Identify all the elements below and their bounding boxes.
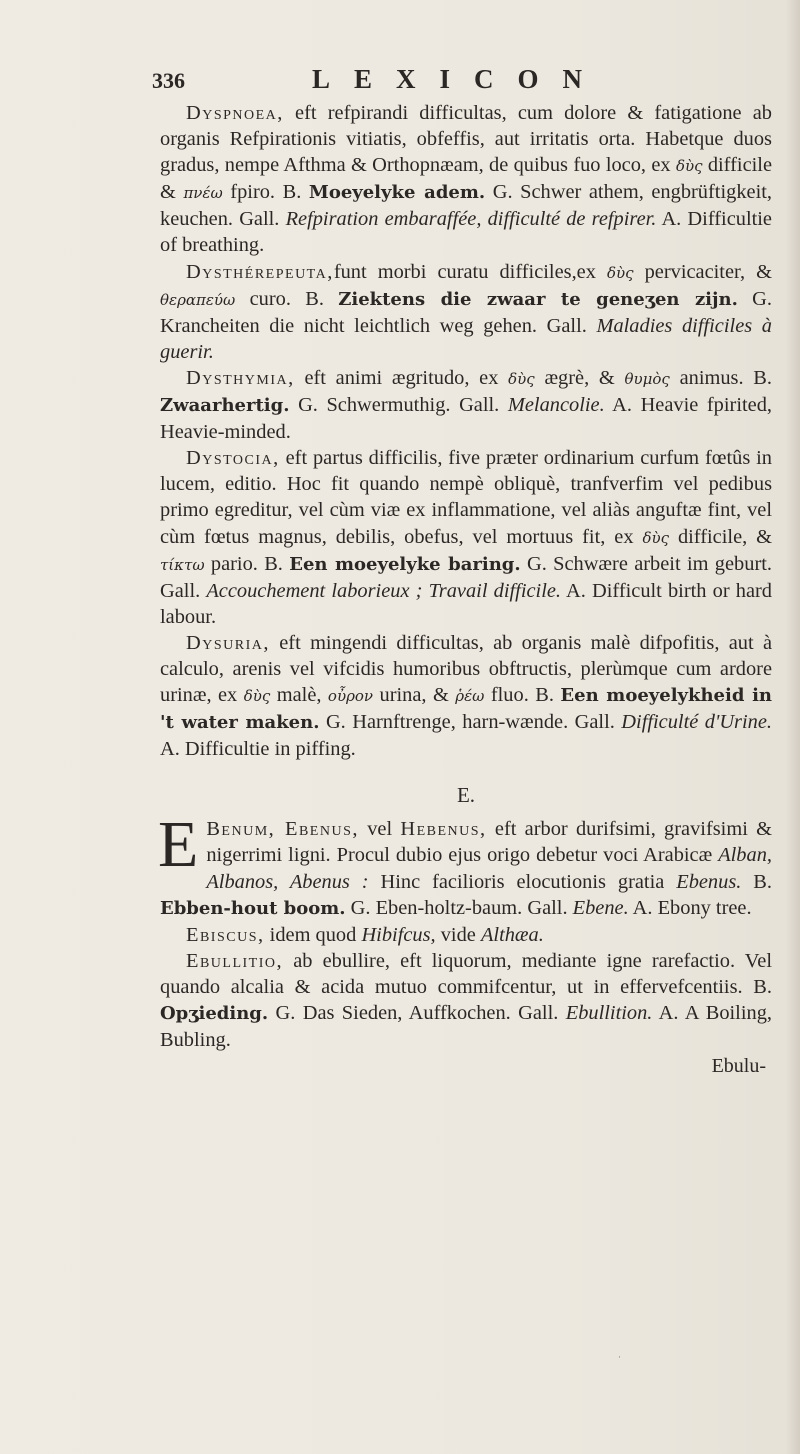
greek-word: δὺς [675,157,703,176]
entry-headword: Dystocia, [186,447,280,470]
entry-headword: Ebullitio, [186,949,284,972]
entries-e [158,808,772,1053]
french-italic: Althæa. [480,923,544,946]
entry-text: G. Schwære arbeit im geburt. Gall. [160,552,772,602]
page-edge-shadow [786,0,800,1454]
entry-text: idem quod [264,923,362,946]
entry-text: A. Difficultie in piffing. [160,738,356,761]
french-italic: Maladies difficiles à guerir. [160,314,772,363]
dictionary-entry [160,100,772,259]
entry-text: eft arbor durifsimi, gravifsimi & nigerrimi ligni. Procul dubio ejus origo debetur voci Arabicæ [206,818,772,867]
entry-text: eft partus difficilis, five præter ordinarium curfum fœtûs in lucem, editio. Hoc fit quando nempè obliquè, tranfverfim vel pedibus primo egreditur, vel cùm viæ ex inflammatione, vel aliàs anguftæ fint, vel cùm fœtus magnus, debilis, obefus, vel mortuus fit, ex [160,447,772,548]
entry-text: pario. B. [204,552,290,575]
entry-text: G. Schwermuthig. Gall. [289,394,508,417]
entry-text: curo. B. [235,287,339,310]
greek-word: δὺς [606,263,634,282]
dutch-blackletter: Opʒieding. [160,1003,269,1024]
entry-text: difficile, & [669,525,772,548]
entry-text: A. Heavie fpirited, Heavie-minded. [160,394,772,444]
entry-text: fluo. B. [484,684,561,707]
entry-headword: Ebiscus, [186,923,265,946]
entry-headword: Dyspnoea, [186,102,284,124]
entry-text: funt morbi curatu difficiles,ex [333,260,607,283]
french-italic: Ebene. [572,896,629,919]
entry-text: vide [435,923,481,946]
dutch-blackletter: Zwaarhertig. [160,395,290,417]
entry-text: G. Krancheiten die nicht leichtlich weg gehen. Gall. [160,287,772,337]
dictionary-entry [160,259,772,365]
french-italic: Alban, Albanos, Abenus : [206,844,772,893]
greek-word: οὖρον [327,687,374,706]
entry-text: urina, & [373,684,456,707]
entries-d [160,100,772,762]
entry-headword: Dysthymia, [186,366,295,389]
dictionary-entry [160,445,772,630]
paper-speck: · [618,1352,621,1362]
entry-text: G. Harnftrenge, harn-wænde. Gall. [319,711,622,734]
greek-word: θεραπεύω [160,290,236,309]
page-header [152,64,672,94]
drop-cap: E [158,808,199,882]
catchword: Ebulu- [711,1055,766,1078]
entry-text: malè, [270,684,328,707]
french-italic: Melancolie. [507,394,605,417]
entry-text: animus. B. [669,366,772,389]
french-italic: Hibifcus, [361,923,436,946]
dictionary-entry [160,630,772,762]
page-number: 336 [152,68,185,93]
dictionary-entry [158,808,772,921]
section-letter: E. [456,783,476,808]
entry-text: G. Schwer athem, engbrüftigkeit, keuchen. Gall. [160,181,772,231]
entry-headword: Hebenus, [400,818,487,841]
dutch-blackletter: Moeyelyke adem. [308,182,486,204]
entry-text: G. Das Sieden, Auffkochen. Gall. [268,1002,566,1024]
running-title: LEXICON [312,64,607,94]
greek-word: πνέω [183,184,223,203]
french-italic: Refpiration embaraffée, difficulté de refpirer. [285,208,657,231]
entry-text: A. Difficultie of breathing. [160,208,772,257]
dictionary-entry [160,922,772,948]
dictionary-entry [160,948,772,1053]
dutch-blackletter: Ebben-hout boom. [160,897,346,919]
entry-text: fpiro. B. [222,181,309,204]
greek-word: τίκτω [160,555,205,574]
text-column [160,100,772,1078]
greek-word: ῥέω [455,687,485,706]
entry-text: vel [358,818,401,841]
entry-text: eft refpirandi difficultas, cum dolore & fatigatione ab organis Refpirationis vitiatis, obfeffis, aut irritatis orta. Habetque duos gradus, nempe Afthma & Orthopnæam, de quibus fuo loco, ex [160,102,772,177]
dutch-blackletter: Een moeyelyke baring. [289,553,521,575]
greek-word: δὺς [243,687,271,706]
entry-text: ab ebullire, eft liquorum, mediante igne rarefactio. Vel quando alcalia & acida mutuo commifcentur, ut in effervefcentiis. B. [160,949,772,998]
dutch-blackletter: Een moeyelykheid in 't water maken. [160,685,772,734]
entry-headword: Dysthérepeuta, [186,260,334,283]
entry-text: B. [741,870,772,893]
entry-text: ægrè, & [534,366,625,389]
greek-word: θυμὸς [624,369,670,388]
entry-headword: Dysuria, [186,631,270,654]
entry-text: pervicaciter, & [633,260,772,283]
french-italic: Accouchement laborieux ; Travail difficile. [206,579,562,602]
entry-text: Hinc facilioris elocutionis gratia [368,870,677,893]
french-italic: Ebullition. [565,1002,653,1024]
entry-text: G. Eben-holtz-baum. Gall. [345,896,573,919]
french-italic: Difficulté d'Urine. [621,711,772,734]
dictionary-entry [160,365,772,445]
entry-text: eft animi ægritudo, ex [294,366,509,389]
entry-text: difficile & [160,154,772,204]
french-italic: Ebenus. [676,870,742,893]
entry-text: A. Ebony tree. [628,896,752,919]
greek-word: δὺς [642,528,670,547]
entry-text: A. A Boiling, Bubling. [160,1002,772,1052]
greek-word: δὺς [508,369,535,388]
entry-text: A. Difficult birth or hard labour. [160,579,772,628]
dutch-blackletter: Ziektens die zwaar te geneʒen zijn. [338,288,738,310]
entry-headword: Benum, Ebenus, [206,818,359,841]
entry-text: eft mingendi difficultas, ab organis malè difpofitis, aut à calculo, arenis vel vifcidis humoribus obftructis, plerùmque cum ardore urinæ, ex [160,631,772,707]
